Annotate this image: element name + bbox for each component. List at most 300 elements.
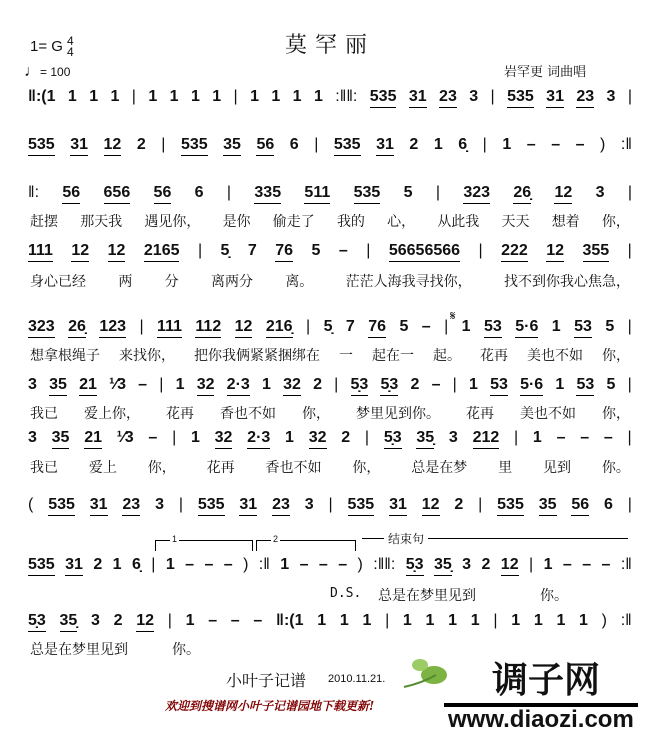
transcriber: 小叶子记谱 [226, 671, 307, 690]
note-group: – [562, 556, 572, 573]
barline: | [627, 496, 632, 513]
barline: :‖ [258, 556, 270, 573]
tempo-mark [24, 63, 70, 81]
note-group: 1 [551, 318, 561, 335]
note-group: 35̣ [60, 612, 78, 632]
note-group: 112 [195, 318, 221, 338]
note-group: 6̣ [458, 136, 468, 153]
note-group: 1 [448, 612, 458, 629]
note-group: 5̣3 [406, 556, 424, 576]
barline: ) [601, 612, 607, 629]
note-group: 2·3 [247, 429, 270, 449]
note-group: – [223, 556, 233, 573]
note-group: 12 [422, 496, 440, 516]
note-group: 1 [470, 612, 480, 629]
lyric-phrase: 花再 [206, 460, 235, 476]
note-group: 23 [272, 496, 290, 516]
note-group: 1 [212, 88, 222, 105]
lyric-phrase: 花再 [166, 406, 194, 422]
note-group: 2 [313, 376, 322, 393]
barline: ) [357, 556, 363, 573]
lyric-phrase: 你， [601, 214, 630, 230]
note-group: 2165 [144, 242, 180, 262]
barline: | [139, 318, 144, 335]
lyric-phrase: 你。 [540, 588, 568, 604]
note-group: – [601, 556, 611, 573]
note-group: 1 [469, 376, 478, 393]
note-group: 32 [283, 376, 301, 396]
lyric-phrase: 心， [387, 214, 416, 230]
lyric-phrase: 一 [339, 348, 353, 364]
note-group: 1 [280, 556, 290, 573]
note-group: 1 [271, 88, 281, 105]
barline: | [233, 88, 238, 105]
lyric-phrase: 两 [118, 274, 133, 290]
note-group: 3 [462, 556, 472, 573]
note-group: 31 [239, 496, 257, 516]
barline: | [314, 136, 319, 153]
note-group: ¹⁄3 [109, 376, 126, 393]
barline: | [627, 242, 632, 259]
note-group: – [338, 242, 348, 259]
note-group: – [230, 612, 240, 629]
lyric-phrase: 梦里见到你。 [356, 406, 440, 422]
note-group: 1 [502, 136, 512, 153]
note-group: 1 [89, 88, 99, 105]
note-group: 1 [285, 429, 294, 446]
note-group: 5̣ [323, 318, 333, 335]
lyric-phrase: 总是在梦里见到 [30, 642, 128, 658]
notation-row [28, 136, 632, 156]
note-group: 53 [576, 376, 594, 396]
note-group: 31 [546, 88, 564, 108]
lyric-phrase: 爱上 [88, 460, 117, 476]
barline: | [627, 184, 632, 201]
lyric-phrase: 身心已经 [30, 274, 86, 290]
note-group: – [318, 556, 328, 573]
lyrics-line [378, 585, 568, 605]
lyric-phrase: 起在一 [372, 348, 414, 364]
lyric-phrase: 找不到你我心焦急， [503, 274, 630, 290]
barline: | [435, 184, 440, 201]
note-group: 7 [345, 318, 355, 335]
song-title: 莫罕丽 [284, 33, 375, 58]
volta-2-label: 2 [273, 534, 279, 544]
note-group: ‖:(1 [276, 612, 304, 629]
lyric-phrase: 来找你， [119, 348, 175, 364]
note-group: 1 [425, 612, 435, 629]
note-group: 355 [583, 242, 610, 262]
barline: | [167, 612, 172, 629]
note-group: 1 [190, 88, 200, 105]
note-group: 1 [433, 136, 443, 153]
note-group: 2 [93, 556, 103, 573]
note-group: – [556, 429, 566, 446]
note-group: 1 [461, 318, 471, 335]
barline: | [305, 318, 311, 335]
note-group: – [526, 136, 536, 153]
note-group: 535 [48, 496, 75, 516]
lyric-phrase: 爱上你， [84, 406, 140, 422]
lyric-phrase: 是你 [222, 214, 251, 230]
note-group: 222 [501, 242, 528, 262]
note-group: 31 [70, 136, 88, 156]
barline: | [328, 496, 333, 513]
note-group: 1 [148, 88, 158, 105]
barline: :‖‖: [335, 88, 358, 105]
barline: | [178, 496, 183, 513]
note-group: 6 [604, 496, 613, 513]
lyric-phrase: 想拿根绳子 [30, 348, 100, 364]
note-group: 1 [362, 612, 372, 629]
lyric-phrase: 离两分 [210, 274, 253, 290]
note-group: 216̣ [266, 318, 293, 338]
note-group: 23 [439, 88, 457, 108]
note-group: 12 [554, 184, 572, 204]
note-group: ‖:(1 [28, 88, 56, 105]
lyric-phrase: 遇见你， [144, 214, 201, 230]
note-group: 53 [490, 376, 508, 396]
note-group: 32 [197, 376, 215, 396]
note-group: 5·6 [515, 318, 538, 338]
note-group: 31 [65, 556, 83, 576]
note-group: 56 [62, 184, 80, 204]
tempo-value: = 100 [40, 65, 71, 79]
note-group: 56656566 [389, 242, 460, 262]
lyric-phrase: 那天我 [80, 214, 123, 230]
note-group: 31 [376, 136, 394, 156]
note-group: 23 [576, 88, 594, 108]
note-group: 2 [341, 429, 351, 446]
note-group: 1 [579, 612, 588, 629]
note-group: 26̣ [513, 184, 531, 204]
key-label: 1= G [30, 37, 63, 55]
note-group: 2 [454, 496, 464, 513]
note-group: 1 [511, 612, 521, 629]
barline: | [364, 429, 370, 446]
barline: | [478, 496, 483, 513]
barline: | [514, 429, 519, 446]
lyric-phrase: 总是在梦 [411, 460, 468, 476]
lyric-phrase: 想着 [551, 214, 580, 230]
note-group: 5 [403, 184, 413, 201]
site-url[interactable]: www.diaozi.com [444, 703, 638, 733]
note-group: 5 [399, 318, 409, 335]
key-signature [30, 36, 74, 58]
note-group: – [575, 136, 585, 153]
lyrics-line [30, 457, 630, 477]
note-group: 3 [28, 429, 37, 446]
lyric-phrase: 香也不如 [220, 406, 276, 422]
note-group: 12 [546, 242, 564, 262]
lyric-phrase: 你， [302, 406, 330, 422]
note-group: 535 [497, 496, 524, 516]
leaf-icon [402, 655, 448, 696]
note-group: 5·6 [520, 376, 543, 396]
note-group: 5 [311, 242, 321, 259]
notation-row [28, 612, 632, 632]
note-group: – [148, 429, 158, 446]
note-group: 31 [409, 88, 427, 108]
note-group: 111 [157, 318, 182, 338]
lyric-phrase: 你， [602, 406, 630, 422]
note-group: 35 [52, 429, 70, 449]
note-group: 1 [543, 556, 553, 573]
date: 2010.11.21. [328, 673, 386, 685]
lyrics-line [30, 403, 630, 423]
note-group: 3 [91, 612, 100, 629]
note-group: 35̣ [416, 429, 434, 449]
note-group: 21 [84, 429, 102, 449]
note-group: – [204, 556, 214, 573]
note-group: 2·3 [227, 376, 250, 396]
barline: | [366, 242, 371, 259]
note-group: 535 [354, 184, 381, 204]
note-group: 56 [154, 184, 172, 204]
barline: | [226, 184, 232, 201]
note-group: 1 [556, 612, 566, 629]
ending-bracket [362, 532, 628, 546]
barline: | [478, 242, 483, 259]
barline: ) [243, 556, 249, 573]
barline: | [627, 318, 632, 335]
note-group: 2 [409, 136, 419, 153]
barline: | [385, 612, 390, 629]
lyrics-line [30, 345, 630, 365]
note-group: 31 [90, 496, 108, 516]
note-group: 323 [28, 318, 55, 338]
note-group: 5 [605, 318, 615, 335]
lyric-phrase: 从此我 [437, 214, 480, 230]
time-bottom: 4 [66, 45, 74, 59]
note-group: 535 [507, 88, 534, 108]
note-group: 12 [235, 318, 253, 338]
note-group: 32 [309, 429, 327, 449]
lyric-phrase: 里 [498, 460, 513, 476]
note-group: 5̣ [220, 242, 230, 259]
note-group: 35 [223, 136, 241, 156]
barline: | [490, 88, 495, 105]
lyric-phrase: 你。 [601, 460, 630, 476]
note-group: 2 [410, 376, 420, 393]
notation-row [28, 318, 632, 338]
notation-row [28, 556, 632, 576]
note-group: 656 [104, 184, 131, 204]
note-group: 1 [169, 88, 179, 105]
note-group: – [338, 556, 348, 573]
barline: ‖: [28, 184, 40, 201]
barline: ) [600, 136, 606, 153]
lyric-phrase: 你， [147, 460, 176, 476]
note-group: ¹⁄3 [116, 429, 134, 446]
note-group: 1 [185, 612, 195, 629]
note-group: 1 [292, 88, 302, 105]
lyric-phrase: 赶摆 [30, 214, 58, 230]
lyrics-line [30, 639, 200, 659]
barline: | [131, 88, 136, 105]
note-group: 511 [304, 184, 330, 204]
barline: | [151, 556, 156, 573]
barline: | [334, 376, 339, 393]
note-group: 1 [112, 556, 122, 573]
note-group: 1 [110, 88, 120, 105]
note-group: 535 [28, 556, 55, 576]
ending-label: 结束句 [384, 530, 428, 547]
lyric-phrase: 总是在梦里见到 [378, 588, 476, 604]
lyric-phrase: 我的 [336, 214, 365, 230]
notation-row [28, 242, 632, 262]
note-group: – [431, 376, 441, 393]
note-group: 3 [155, 496, 164, 513]
note-group: 1 [261, 376, 271, 393]
volta-2 [256, 534, 356, 551]
note-group: – [299, 556, 309, 573]
note-group: 12 [104, 136, 122, 156]
lyric-phrase: 你， [352, 460, 381, 476]
note-group: 5̣3 [351, 376, 369, 396]
note-group: – [580, 429, 590, 446]
note-group: – [253, 612, 263, 629]
note-group: 1 [175, 376, 185, 393]
dal-segno: D.S. [330, 586, 362, 601]
lyric-phrase: 花再 [480, 348, 508, 364]
note-group: 3 [606, 88, 616, 105]
note-group: 12 [501, 556, 519, 576]
author-credit: 岩罕更 词曲唱 [504, 65, 587, 80]
note-group: 53 [484, 318, 502, 338]
site-logo: 调子网 [492, 660, 601, 701]
quarter-note-icon: ♩ [24, 63, 40, 80]
lyrics-line [30, 271, 630, 291]
lyric-phrase: 香也不如 [265, 460, 322, 476]
lyric-phrase: 偷走了 [272, 214, 315, 230]
note-group: 56 [256, 136, 274, 156]
barline: :‖‖: [373, 556, 396, 573]
note-group: 6̣ [131, 556, 141, 573]
lyric-phrase: 你。 [172, 642, 200, 658]
note-group: 76 [275, 242, 293, 262]
lyric-phrase: 美也不如 [527, 348, 583, 364]
lyric-phrase: 分 [164, 274, 179, 290]
note-group: 21 [79, 376, 97, 396]
barline: | [627, 376, 632, 393]
note-group: 1 [532, 429, 542, 446]
note-group: 3 [28, 376, 37, 393]
note-group: 35 [49, 376, 67, 396]
note-group: – [208, 612, 218, 629]
note-group: – [603, 429, 613, 446]
barline: ( [28, 496, 34, 513]
note-group: 1 [190, 429, 200, 446]
note-group: 12 [108, 242, 126, 262]
lyric-phrase: 见到 [543, 460, 571, 476]
lyrics-line [30, 211, 630, 231]
barline: | [444, 318, 449, 335]
lyric-phrase: 把你我俩紧紧捆绑在 [194, 348, 320, 364]
note-group: 2 [481, 556, 491, 573]
note-group: 123 [99, 318, 126, 338]
note-group: – [185, 556, 195, 573]
note-group: 535 [198, 496, 225, 516]
note-group: 12 [71, 242, 89, 262]
note-group: 3 [448, 429, 458, 446]
note-group: 31 [389, 496, 407, 516]
note-group: 1 [67, 88, 77, 105]
note-group: 535 [334, 136, 361, 156]
note-group: 3 [304, 496, 314, 513]
note-group: 6 [289, 136, 299, 153]
note-group: 5̣3 [384, 429, 402, 449]
note-group: 3 [595, 184, 605, 201]
barline: :‖ [620, 612, 632, 629]
note-group: 111 [28, 242, 53, 262]
note-group: 56 [571, 496, 589, 516]
note-group: – [138, 376, 148, 393]
note-group: 535 [28, 136, 55, 156]
barline: | [452, 376, 457, 393]
lyric-phrase: 起。 [433, 348, 461, 364]
barline: | [197, 242, 203, 259]
note-group: 1 [533, 612, 543, 629]
barline: | [172, 429, 177, 446]
time-top: 4 [66, 34, 74, 48]
note-group: 535 [348, 496, 375, 516]
barline: | [161, 136, 166, 153]
barline: | [627, 429, 632, 446]
note-group: 5̣3 [380, 376, 398, 396]
notation-row [28, 88, 632, 108]
lyric-phrase: 我已 [30, 460, 58, 476]
note-group: 35̣ [434, 556, 452, 576]
lyric-phrase: 离。 [285, 274, 314, 290]
note-group: 212 [473, 429, 500, 449]
note-group: 35 [539, 496, 557, 516]
note-group: 53 [574, 318, 592, 338]
notation-row [28, 184, 632, 204]
note-group: 1 [339, 612, 349, 629]
note-group: – [582, 556, 592, 573]
note-group: 3 [469, 88, 479, 105]
note-group: 535 [181, 136, 208, 156]
note-group: 323 [463, 184, 490, 204]
segno-icon: 𝄋 [450, 308, 456, 323]
lyric-phrase: 花再 [466, 406, 494, 422]
barline: | [482, 136, 487, 153]
lyric-phrase: 茫茫人海我寻找你， [345, 274, 472, 290]
note-group: 2 [136, 136, 146, 153]
notation-row [28, 376, 632, 396]
note-group: 535 [370, 88, 397, 108]
lyric-phrase: 你， [602, 348, 630, 364]
note-group: 335 [254, 184, 281, 204]
note-group: – [551, 136, 561, 153]
note-group: 1 [165, 556, 175, 573]
note-group: 12 [136, 612, 154, 632]
note-group: 5̣3 [28, 612, 46, 632]
welcome-text: 欢迎到搜谱网小叶子记谱园地下载更新! [165, 699, 375, 713]
note-group: 23 [122, 496, 140, 516]
note-group: 6 [194, 184, 204, 201]
notation-row [28, 429, 632, 449]
note-group: 5 [606, 376, 616, 393]
notation-row [28, 496, 632, 516]
barline: | [529, 556, 534, 573]
volta-1 [155, 534, 253, 551]
note-group: 32 [215, 429, 233, 449]
note-group: 76 [368, 318, 386, 338]
note-group: 1 [402, 612, 412, 629]
volta-1-label: 1 [172, 534, 178, 544]
